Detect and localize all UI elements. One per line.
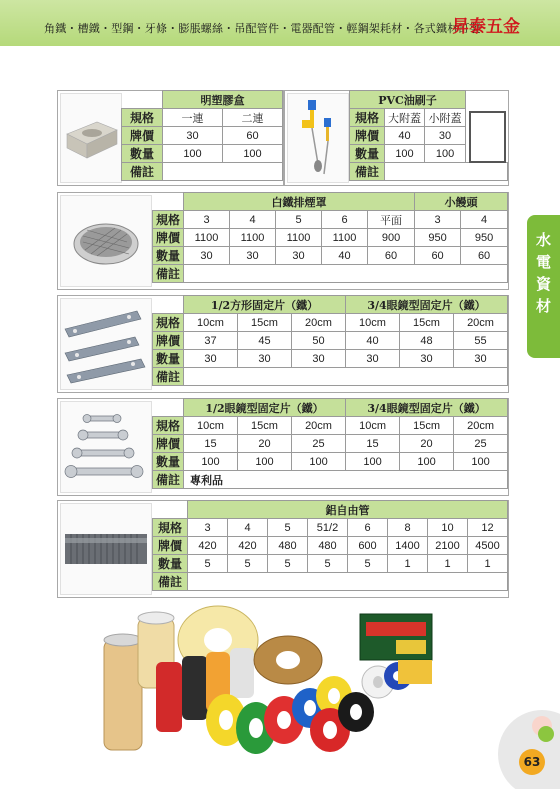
price-cell: 420 [228, 537, 268, 555]
price-cell: 25 [292, 435, 346, 453]
qty-cell: 100 [425, 145, 466, 163]
corner-cell [153, 501, 188, 519]
plastic-box-table [121, 90, 283, 181]
qty-cell: 1 [388, 555, 428, 573]
spec-cell: 10cm [346, 314, 400, 332]
spec-cell: 6 [322, 211, 368, 229]
product-title: 白鐵排煙罩 [184, 193, 415, 211]
qty-cell: 30 [454, 350, 508, 368]
price-cell: 20 [238, 435, 292, 453]
note-cell [184, 368, 508, 386]
spec-cell: 8 [388, 519, 428, 537]
price-cell: 15 [346, 435, 400, 453]
corner-cell [153, 399, 184, 417]
eyeglass-bracket-table [152, 398, 508, 489]
qty-cell: 30 [292, 350, 346, 368]
spec-cell: 4 [228, 519, 268, 537]
price-label: 牌價 [153, 229, 184, 247]
price-cell: 1100 [184, 229, 230, 247]
product-title: 鋁自由管 [188, 501, 508, 519]
price-cell: 40 [346, 332, 400, 350]
qty-label: 數量 [350, 145, 385, 163]
qty-cell: 30 [400, 350, 454, 368]
qty-cell: 100 [385, 145, 425, 163]
blank-box [469, 111, 506, 163]
spec-cell: 3 [415, 211, 461, 229]
spec-cell: 51/2 [308, 519, 348, 537]
page-number: 63 [519, 749, 545, 775]
spec-label: 規格 [122, 109, 163, 127]
qty-cell: 60 [415, 247, 461, 265]
spec-cell: 20cm [292, 417, 346, 435]
price-cell: 950 [415, 229, 461, 247]
spec-cell: 12 [468, 519, 508, 537]
qty-label: 數量 [122, 145, 163, 163]
pvc-brush-table [349, 90, 508, 181]
price-cell: 25 [454, 435, 508, 453]
qty-cell: 5 [268, 555, 308, 573]
product-title: 明塑膠盒 [163, 91, 283, 109]
aluminum-duct-photo [60, 503, 152, 595]
qty-cell: 60 [368, 247, 415, 265]
square-bracket-table [152, 295, 508, 386]
corner-cell [466, 91, 508, 109]
page-corner-decoration [490, 700, 560, 789]
price-cell: 1400 [388, 537, 428, 555]
price-cell: 1100 [322, 229, 368, 247]
page-header [0, 0, 560, 46]
spec-cell: 大附蓋 [385, 109, 425, 127]
spec-cell: 10cm [346, 417, 400, 435]
spec-cell: 10cm [184, 417, 238, 435]
qty-cell: 100 [400, 453, 454, 471]
spec-cell: 20cm [454, 417, 508, 435]
price-cell: 1100 [276, 229, 322, 247]
product-title: 1/2方形固定片（鐵） [184, 296, 346, 314]
price-cell: 55 [454, 332, 508, 350]
spec-label: 規格 [153, 211, 184, 229]
square-bracket-photo [60, 298, 152, 390]
side-tab-char: 資 [535, 275, 551, 293]
qty-cell: 100 [163, 145, 223, 163]
side-tab-char: 電 [535, 253, 551, 271]
spec-cell: 5 [268, 519, 308, 537]
qty-cell: 30 [184, 247, 230, 265]
qty-cell: 100 [454, 453, 508, 471]
qty-cell: 5 [308, 555, 348, 573]
spec-cell: 15cm [238, 417, 292, 435]
price-cell: 900 [368, 229, 415, 247]
patent-note: 專利品 [184, 471, 508, 489]
qty-cell: 30 [184, 350, 238, 368]
price-label: 牌價 [153, 537, 188, 555]
spec-cell: 平面 [368, 211, 415, 229]
eyeglass-bracket-photo [60, 401, 152, 493]
side-category-tab [527, 215, 560, 358]
qty-cell: 100 [223, 145, 283, 163]
price-cell: 420 [188, 537, 228, 555]
qty-cell: 40 [322, 247, 368, 265]
corner-cell [153, 296, 184, 314]
price-cell: 1100 [230, 229, 276, 247]
price-cell: 30 [425, 127, 466, 145]
product-title: 3/4眼鏡型固定片（鐵） [346, 399, 508, 417]
price-cell: 48 [400, 332, 454, 350]
price-cell: 45 [238, 332, 292, 350]
spec-cell: 20cm [454, 314, 508, 332]
spec-cell: 5 [276, 211, 322, 229]
note-label: 備註 [153, 368, 184, 386]
qty-cell: 30 [230, 247, 276, 265]
pvc-brush-photo [287, 93, 349, 183]
product-title: 3/4眼鏡型固定片（鐵） [346, 296, 508, 314]
blank-box-cell [466, 109, 508, 163]
qty-label: 數量 [153, 350, 184, 368]
price-cell: 20 [400, 435, 454, 453]
note-cell [184, 265, 508, 283]
qty-cell: 100 [292, 453, 346, 471]
spec-cell: 15cm [400, 417, 454, 435]
product-title: 小饅頭 [415, 193, 508, 211]
qty-cell: 5 [228, 555, 268, 573]
price-cell: 40 [385, 127, 425, 145]
spec-cell: 15cm [400, 314, 454, 332]
corner-cell [153, 193, 184, 211]
qty-cell: 60 [461, 247, 508, 265]
qty-cell: 30 [346, 350, 400, 368]
price-cell: 600 [348, 537, 388, 555]
price-cell: 2100 [428, 537, 468, 555]
price-label: 牌價 [350, 127, 385, 145]
qty-cell: 1 [468, 555, 508, 573]
spec-cell: 小附蓋 [425, 109, 466, 127]
side-tab-char: 水 [535, 231, 551, 249]
spec-label: 規格 [153, 314, 184, 332]
note-label: 備註 [350, 163, 385, 181]
qty-label: 數量 [153, 555, 188, 573]
side-tab-char: 材 [535, 297, 551, 315]
note-label: 備註 [153, 573, 188, 591]
note-label: 備註 [122, 163, 163, 181]
price-label: 牌價 [153, 435, 184, 453]
qty-cell: 100 [184, 453, 238, 471]
qty-cell: 5 [348, 555, 388, 573]
price-cell: 4500 [468, 537, 508, 555]
price-cell: 480 [268, 537, 308, 555]
price-cell: 950 [461, 229, 508, 247]
spec-label: 規格 [153, 417, 184, 435]
price-label: 牌價 [122, 127, 163, 145]
price-cell: 15 [184, 435, 238, 453]
brand-name: 昇泰五金 [452, 17, 520, 37]
spec-label: 規格 [350, 109, 385, 127]
qty-cell: 5 [188, 555, 228, 573]
price-cell: 50 [292, 332, 346, 350]
note-label: 備註 [153, 471, 184, 489]
tapes-product-photo [98, 600, 448, 760]
spec-cell: 3 [184, 211, 230, 229]
spec-cell: 二連 [223, 109, 283, 127]
note-cell [188, 573, 508, 591]
product-title: 1/2眼鏡型固定片（鐵） [184, 399, 346, 417]
spec-cell: 15cm [238, 314, 292, 332]
spec-label: 規格 [153, 519, 188, 537]
spec-cell: 一連 [163, 109, 223, 127]
spec-cell: 4 [461, 211, 508, 229]
spec-cell: 4 [230, 211, 276, 229]
price-cell: 60 [223, 127, 283, 145]
note-cell [385, 163, 508, 181]
plastic-box-photo [60, 93, 122, 183]
spec-cell: 3 [188, 519, 228, 537]
qty-label: 數量 [153, 247, 184, 265]
note-cell [163, 163, 283, 181]
corner-cell [122, 91, 163, 109]
product-title: PVC油刷子 [350, 91, 466, 109]
note-label: 備註 [153, 265, 184, 283]
price-cell: 30 [163, 127, 223, 145]
price-cell: 480 [308, 537, 348, 555]
aluminum-duct-table [152, 500, 508, 591]
vent-hood-table [152, 192, 508, 283]
spec-cell: 6 [348, 519, 388, 537]
spec-cell: 10cm [184, 314, 238, 332]
vent-hood-photo [60, 195, 152, 287]
qty-label: 數量 [153, 453, 184, 471]
qty-cell: 100 [346, 453, 400, 471]
price-cell: 37 [184, 332, 238, 350]
spec-cell: 20cm [292, 314, 346, 332]
qty-cell: 30 [238, 350, 292, 368]
qty-cell: 30 [276, 247, 322, 265]
spec-cell: 10 [428, 519, 468, 537]
qty-cell: 100 [238, 453, 292, 471]
price-label: 牌價 [153, 332, 184, 350]
header-categories: 角鐵・槽鐵・型鋼・牙條・膨脹螺絲・吊配管件・電器配管・輕鋼架耗材・各式鐵材訂製 [44, 22, 481, 35]
qty-cell: 1 [428, 555, 468, 573]
